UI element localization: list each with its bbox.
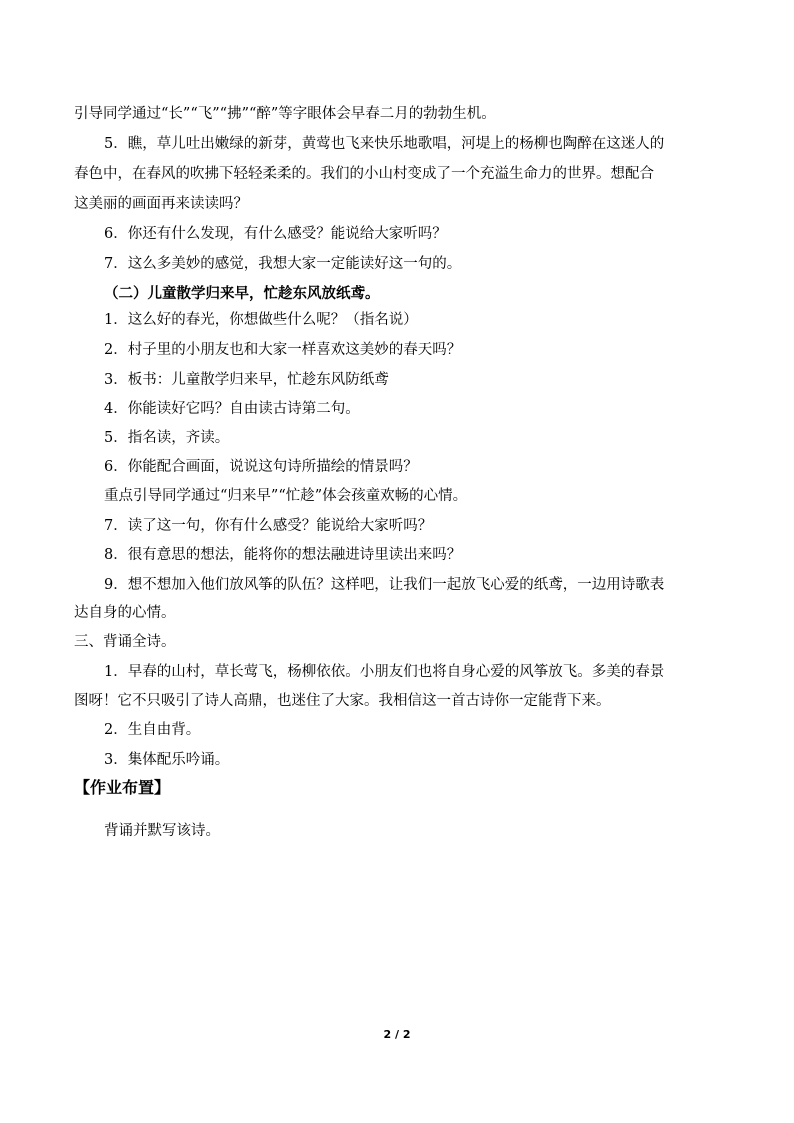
item-3: 3．板书：儿童散学归来早，忙趁东风防纸鸢	[104, 372, 389, 388]
recite-item-1-line-1: 1．早春的山村，草长莺飞，杨柳依依。小朋友们也将自身心爱的风筝放飞。多美的春景	[104, 664, 665, 680]
page-number: 2 / 2	[383, 1028, 411, 1041]
recite-item-2: 2．生自由背。	[104, 722, 201, 738]
section-heading-2: （二）儿童散学归来早，忙趁东风放纸鸢。	[104, 285, 380, 302]
item-5-line-3: 这美丽的画面再来读读吗？	[74, 196, 248, 212]
item-1: 1．这么好的春光，你想做些什么呢？（指名说）	[104, 312, 418, 328]
section-heading-3: 三、背诵全诗。	[74, 634, 176, 650]
item-5: 5．指名读，齐读。	[104, 430, 230, 446]
item-9-line-2: 达自身的心情。	[74, 605, 176, 621]
item-7b: 7．读了这一句，你有什么感受？能说给大家听吗？	[104, 518, 433, 534]
recite-item-3: 3．集体配乐吟诵。	[104, 752, 230, 768]
homework-text: 背诵并默写该诗。	[104, 823, 220, 839]
intro-line: 引导同学通过“长”“飞”“拂”“醉”等字眼体会早春二月的勃勃生机。	[74, 106, 496, 122]
item-6b: 6．你能配合画面，说说这句诗所描绘的情景吗？	[104, 459, 418, 475]
item-8: 8．很有意思的想法，能将你的想法融进诗里读出来吗？	[104, 547, 462, 563]
recite-item-1-line-2: 图呀！它不只吸引了诗人高鼎，也迷住了大家。我相信这一首古诗你一定能背下来。	[74, 693, 611, 709]
item-5-line-2: 春色中，在春风的吹拂下轻轻柔柔的。我们的小山村变成了一个充溢生命力的世界。想配合	[74, 166, 654, 182]
homework-heading: 【作业布置】	[74, 778, 171, 797]
item-5-line-1: 5．瞧，草儿吐出嫩绿的新芽，黄莺也飞来快乐地歌唱，河堤上的杨柳也陶醉在这迷人的	[104, 136, 665, 152]
item-7: 7．这么多美妙的感觉，我想大家一定能读好这一句的。	[104, 256, 462, 272]
item-6: 6．你还有什么发现，有什么感受？能说给大家听吗？	[104, 226, 447, 242]
item-4: 4．你能读好它吗？自由读古诗第二句。	[104, 401, 360, 417]
item-2: 2．村子里的小朋友也和大家一样喜欢这美妙的春天吗？	[104, 342, 462, 358]
guide-line: 重点引导同学通过“归来早”“忙趁”体会孩童欢畅的心情。	[104, 488, 468, 504]
item-9-line-1: 9．想不想加入他们放风筝的队伍？这样吧，让我们一起放飞心爱的纸鸢，一边用诗歌表	[104, 577, 665, 593]
